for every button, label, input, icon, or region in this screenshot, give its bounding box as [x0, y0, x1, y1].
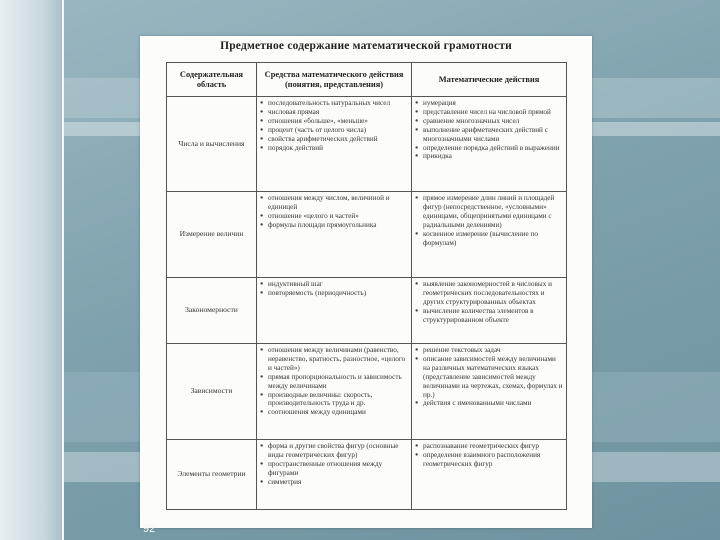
list-item: ● форма и другие свойства фигур (основные виды геометрических фигур)	[268, 442, 408, 460]
list-item: ● выполнение арифметических действий с многозначными числами	[423, 126, 563, 144]
means-cell	[257, 97, 412, 192]
list-item: ● косвенное измерение (вычисление по формулам)	[423, 230, 563, 248]
means-cell	[257, 278, 412, 344]
list-item: ● отношение «целого и частей»	[268, 212, 408, 221]
list-item: ● определение порядка действий в выражении	[423, 144, 563, 153]
header-area: Содержательная область	[167, 63, 257, 97]
list-item: ● отношения «больше», «меньше»	[268, 117, 408, 126]
table-header-row	[167, 63, 567, 97]
list-item: ● процент (часть от целого числа)	[268, 126, 408, 135]
list-item: ● отношения между числом, величиной и единицей	[268, 194, 408, 212]
content-table	[166, 62, 567, 510]
actions-cell	[412, 97, 567, 192]
table-row	[167, 97, 567, 192]
list-item: ● пространственные отношения между фигурами	[268, 460, 408, 478]
list-item: ● производные величины: скорость, производительность труда и др.	[268, 391, 408, 409]
area-cell: Измерение величин	[167, 192, 257, 278]
actions-cell	[412, 192, 567, 278]
area-cell: Числа и вычисления	[167, 97, 257, 192]
list-item: ● отношения между величинами (равенство, неравенство, кратность, разностное, «целого и частей»)	[268, 346, 408, 373]
list-item: ● прямое измерение длин линий и площадей фигур (непосредственное, «условными» единицами, общепринятыми единицами с радиальными делениями)	[423, 194, 563, 230]
list-item: ● последовательность натуральных чисел	[268, 99, 408, 108]
scanned-document-page	[140, 36, 592, 528]
list-item: ● формулы площади прямоугольника	[268, 221, 408, 230]
page-number: 92	[143, 523, 156, 535]
list-item: ● симметрия	[268, 478, 408, 487]
list-item: ● описание зависимостей между величинами на различных математических языках (представление зависимостей между величинами на чертежах, схемах, формулах и пр.)	[423, 355, 563, 400]
actions-cell	[412, 344, 567, 440]
list-item: ● числовая прямая	[268, 108, 408, 117]
area-cell: Зависимости	[167, 344, 257, 440]
list-item: ● прямая пропорциональность и зависимость между величинами	[268, 373, 408, 391]
document-title: Предметное содержание математической грамотности	[220, 40, 512, 52]
means-cell	[257, 192, 412, 278]
list-item: ● распознавание геометрических фигур	[423, 442, 563, 451]
list-item: ● прикидка	[423, 152, 563, 161]
actions-cell	[412, 278, 567, 344]
list-item: ● свойства арифметических действий	[268, 135, 408, 144]
list-item: ● выявление закономерностей в числовых и геометрических последовательностях и других структурированных объектах	[423, 280, 563, 307]
list-item: ● представление чисел на числовой прямой	[423, 108, 563, 117]
header-means: Средства математического действия (понятия, представления)	[257, 63, 412, 97]
table-row	[167, 192, 567, 278]
list-item: ● соотношения между единицами	[268, 408, 408, 417]
table-row	[167, 278, 567, 344]
list-item: ● сравнение многозначных чисел	[423, 117, 563, 126]
list-item: ● индуктивный шаг	[268, 280, 408, 289]
list-item: ● нумерация	[423, 99, 563, 108]
list-item: ● порядок действий	[268, 144, 408, 153]
means-cell	[257, 440, 412, 510]
area-cell: Элементы геометрии	[167, 440, 257, 510]
list-item: ● решение текстовых задач	[423, 346, 563, 355]
header-actions: Математические действия	[412, 63, 567, 97]
actions-cell	[412, 440, 567, 510]
list-item: ● действия с именованными числами	[423, 399, 563, 408]
slide-left-frame	[0, 0, 62, 540]
list-item: ● определение взаимного расположения геометрических фигур	[423, 451, 563, 469]
list-item: ● повторяемость (периодичность)	[268, 289, 408, 298]
area-cell: Закономерности	[167, 278, 257, 344]
table-row	[167, 344, 567, 440]
list-item: ● вычисление количества элементов в структурированном объекте	[423, 307, 563, 325]
means-cell	[257, 344, 412, 440]
table-row	[167, 440, 567, 510]
